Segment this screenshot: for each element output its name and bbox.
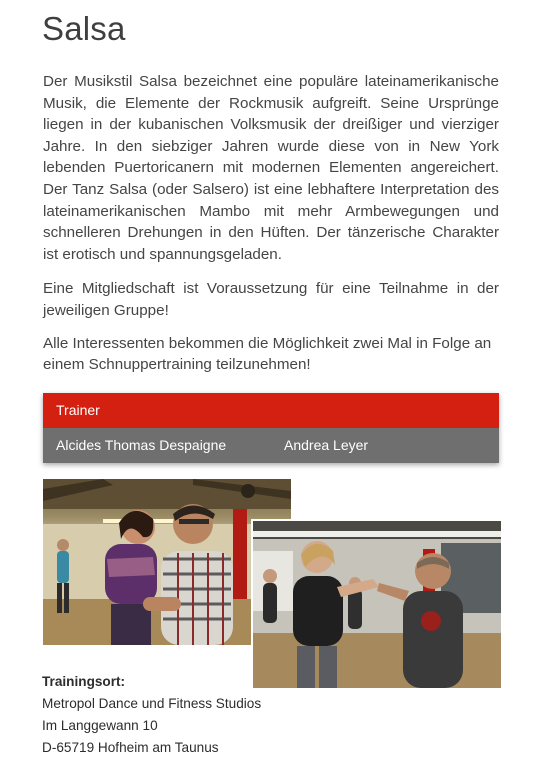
training-location: [42, 671, 261, 759]
content: [43, 0, 499, 376]
trainer-row: [43, 428, 499, 463]
location-venue: Metropol Dance und Fitness Studios: [42, 696, 262, 711]
location-title: Trainingsort:: [42, 674, 126, 689]
location-city: D-65719 Hofheim am Taunus: [42, 740, 219, 755]
trainer-name: Andrea Leyer: [284, 437, 369, 453]
trainer-header: Trainer: [43, 393, 499, 428]
trainer-table: [43, 393, 499, 463]
trial-paragraph: Alle Interessenten bekommen die Möglichkeit zwei Mal in Folge an einem Schnuppertraining teilzunehmen!: [43, 334, 492, 374]
location-street: Im Langgewann 10: [42, 718, 158, 733]
intro-paragraph: Der Musikstil Salsa bezeichnet eine populäre lateinamerikanische Musik, die Elemente der Rockmusik aufgreift. Seine Ursprünge liegen in der kubanischen Volksmusik der dreißiger und vierziger Jahre. In den siebziger Jahren wurde diese von in New York lebenden Puertoricanern mit modernen Elementen angereichert. Der Tanz Salsa (oder Salsero) ist eine lebhaftere Interpretation des lateinamerikanischen Mambo mit mehr Armbewegungen und schnelleren Drehungen in den Hüften. Der tänzerische Charakter ist erotisch und spannungsgeladen.: [43, 73, 499, 263]
page-title: Salsa: [42, 10, 126, 47]
membership-paragraph: Eine Mitgliedschaft ist Voraussetzung für eine Teilnahme in der jeweiligen Gruppe!: [43, 280, 499, 319]
trainer-name: Alcides Thomas Despaigne: [56, 437, 227, 453]
dance-photo-pair: [251, 519, 501, 688]
dance-photo-pair-image: [253, 521, 501, 688]
